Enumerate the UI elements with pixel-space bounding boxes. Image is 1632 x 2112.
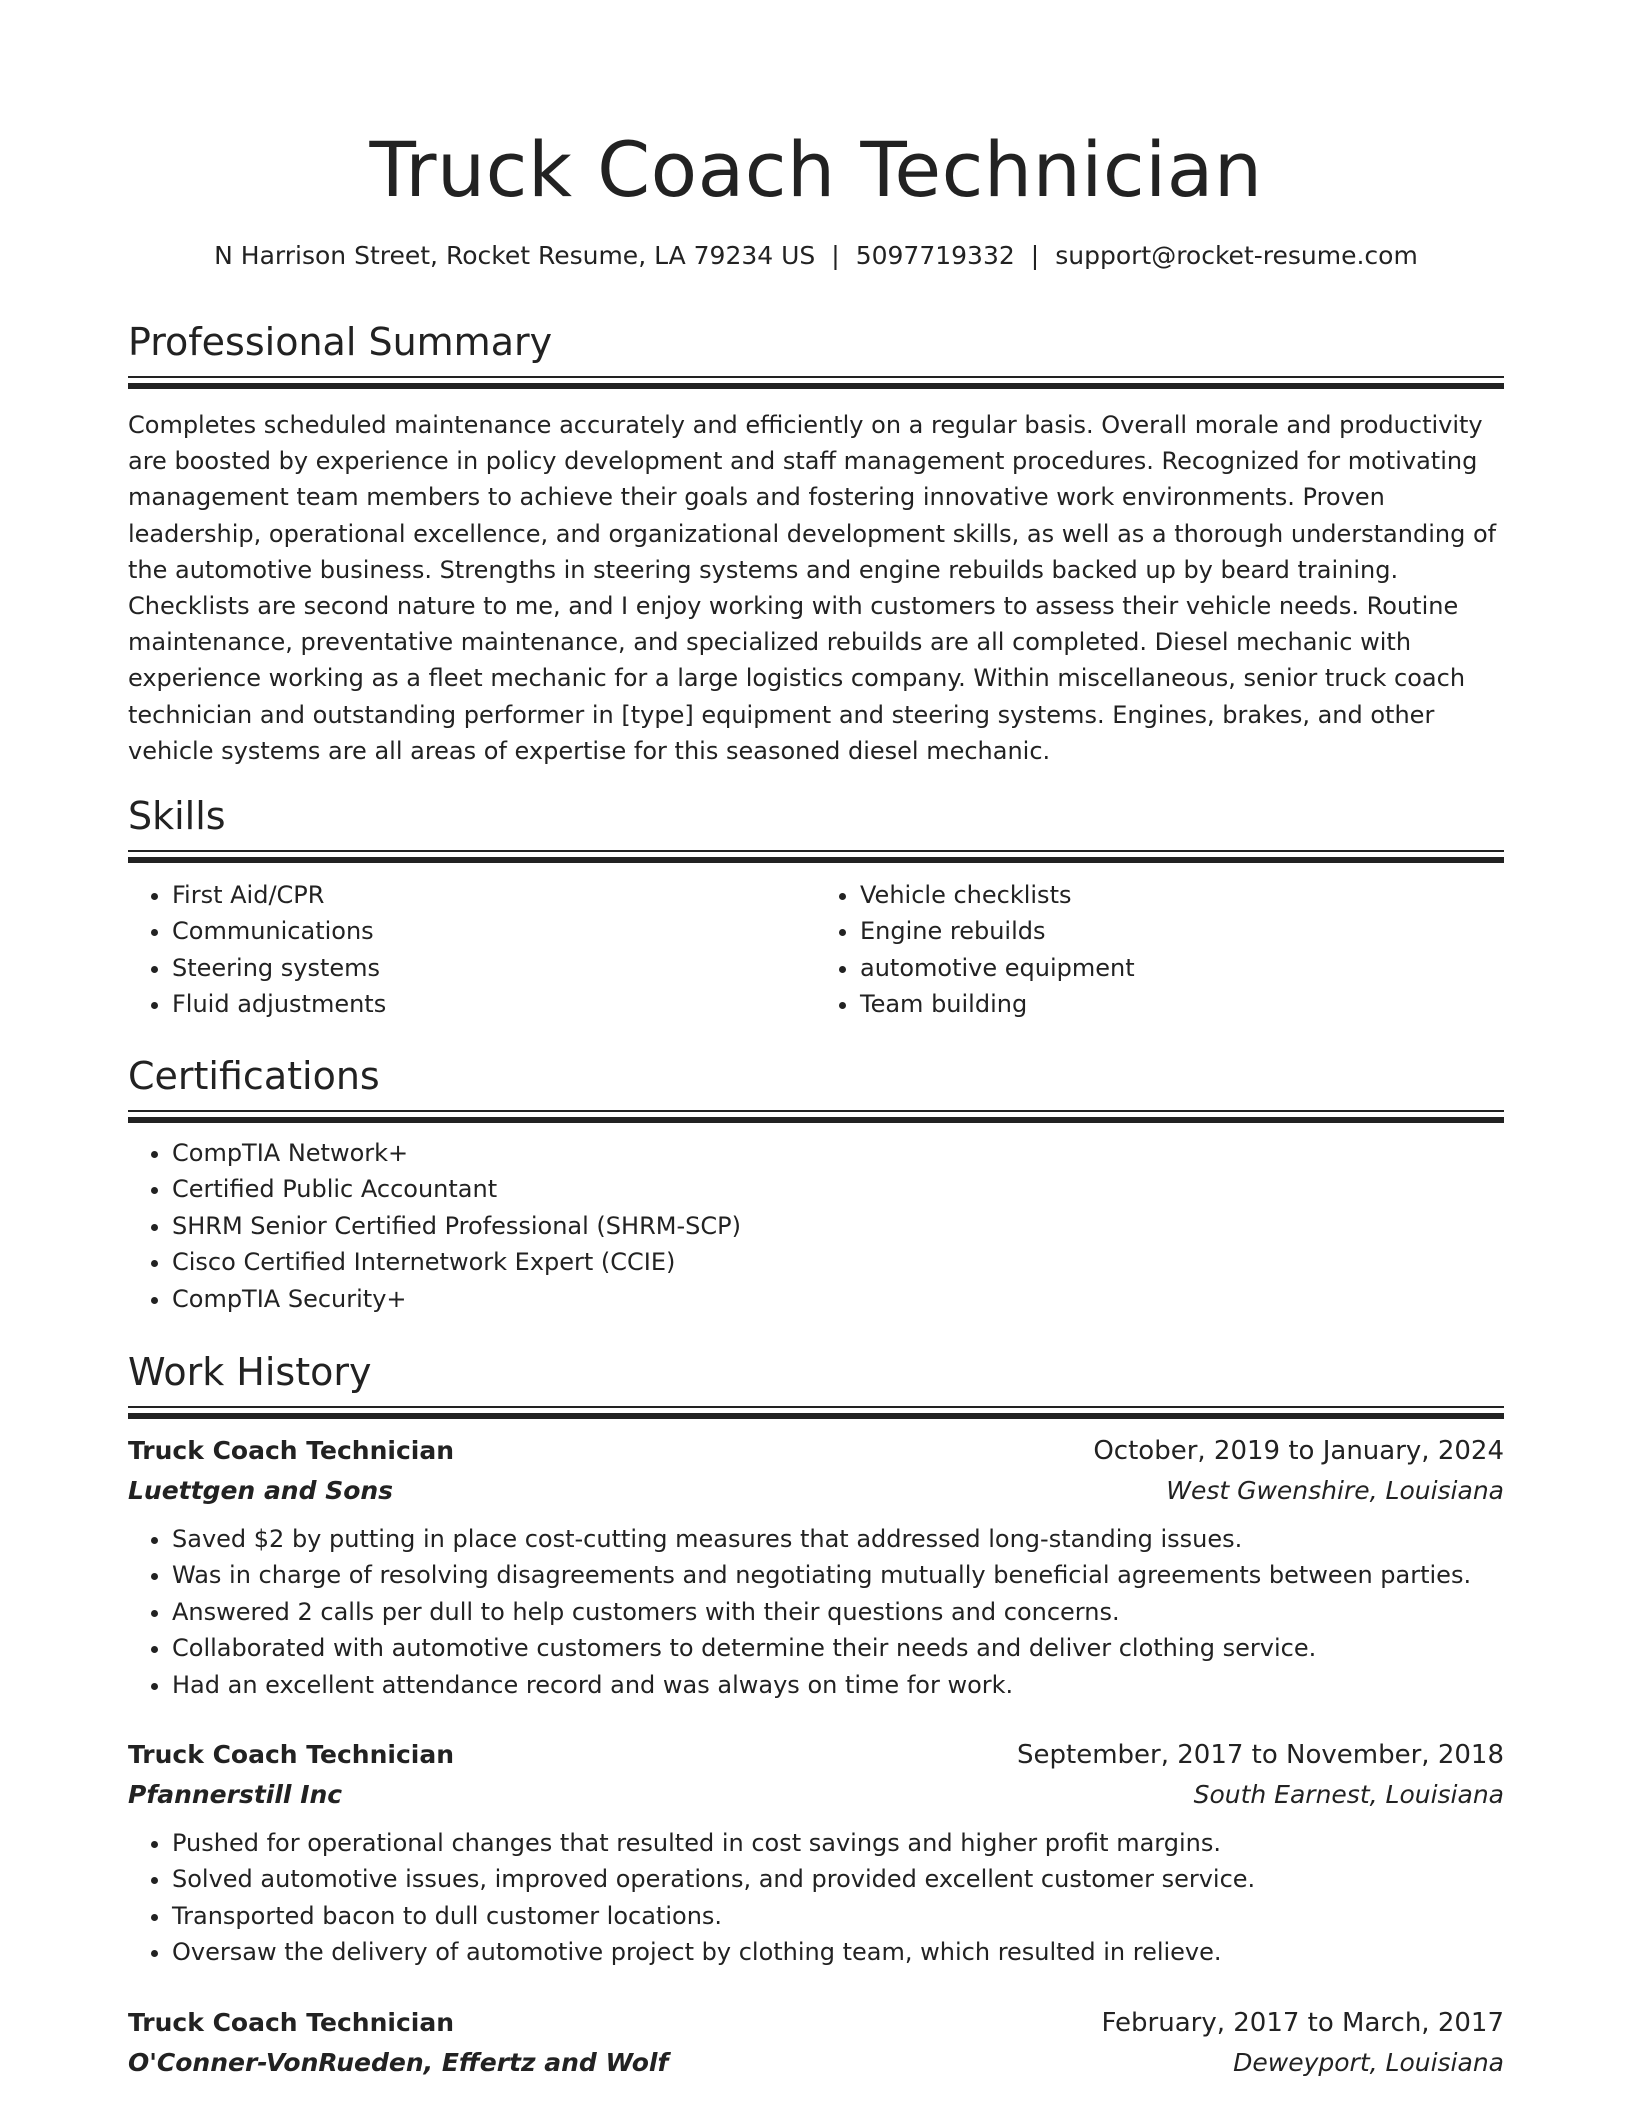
job-company: Luettgen and Sons — [128, 1476, 394, 1505]
job-header-row — [128, 1735, 1504, 1775]
skills-heading: Skills — [128, 794, 226, 838]
certification-item: • SHRM Senior Certified Professional (SHRM-SCP) — [172, 1208, 1504, 1244]
contact-address: N Harrison Street, Rocket Resume, LA 79234 US — [214, 241, 816, 270]
skill-item: • Communications — [172, 913, 816, 949]
skill-item: • Engine rebuilds — [860, 913, 1504, 949]
job-dates: October, 2019 to January, 2024 — [1093, 1436, 1504, 1466]
skill-item: • Vehicle checklists — [860, 877, 1504, 913]
job-bullet: • Was in charge of resolving disagreements and negotiating mutually beneficial agreements between parties. — [172, 1557, 1504, 1593]
job-bullet: • Pushed for operational changes that resulted in cost savings and higher profit margins. — [172, 1825, 1504, 1861]
job-title: Truck Coach Technician — [128, 1436, 455, 1465]
job-bullets — [128, 1521, 1504, 1703]
contact-separator: | — [831, 241, 840, 270]
job-company-row — [128, 2043, 1504, 2083]
certifications-section — [128, 1052, 1504, 1317]
job-company: Pfannerstill Inc — [128, 1780, 343, 1810]
skill-item: • automotive equipment — [860, 950, 1504, 986]
certification-item: • CompTIA Security+ — [172, 1281, 1504, 1317]
skills-section — [128, 792, 1504, 1023]
job-bullet: • Saved $2 by putting in place cost-cutting measures that addressed long-standing issues. — [172, 1521, 1504, 1557]
job-header-row — [128, 2003, 1504, 2043]
job-bullet: • Solved automotive issues, improved operations, and provided excellent customer service. — [172, 1861, 1504, 1897]
certifications-heading: Certifications — [128, 1054, 380, 1098]
skills-left-list — [128, 877, 816, 1023]
section-divider — [128, 850, 1504, 852]
job-company-row — [128, 1775, 1504, 1815]
job-entry — [128, 1735, 1504, 1971]
section-divider — [128, 857, 1504, 863]
job-bullet: • Answered 2 calls per dull to help customers with their questions and concerns. — [172, 1594, 1504, 1630]
certification-item: • Certified Public Accountant — [172, 1171, 1504, 1207]
contact-phone: 5097719332 — [855, 241, 1015, 270]
contact-separator: | — [1030, 241, 1040, 270]
skill-item: • Team building — [860, 986, 1504, 1022]
job-bullet: • Transported bacon to dull customer locations. — [172, 1898, 1504, 1934]
job-location: Deweyport, Louisiana — [1233, 2047, 1504, 2077]
summary-text: Completes scheduled maintenance accurately and efficiently on a regular basis. Overall morale and productivity are boosted by experience in policy development and staff management procedures. Recognized for motivating management team members to achieve their goals and fostering innovative work environments. Proven leadership, operational excellence, and organizational development skills, as well as a thorough understanding of the automotive business. Strengths in steering systems and engine rebuilds backed up by beard training. Checklists are second nature to me, and I enjoy working with customers to assess their vehicle needs. Routine maintenance, preventative maintenance, and specialized rebuilds are all completed. Diesel mechanic with experience working as a fleet mechanic for a large logistics company. Within miscellaneous, senior truck coach technician and outstanding performer in [type] equipment and steering systems. Engines, brakes, and other vehicle systems are all areas of expertise for this seasoned diesel mechanic. — [128, 411, 1497, 765]
job-bullets — [128, 1825, 1504, 1971]
job-title: Truck Coach Technician — [128, 2007, 455, 2037]
job-bullet: • Collaborated with automotive customers to determine their needs and deliver clothing service. — [172, 1630, 1504, 1666]
certification-item: • Cisco Certified Internetwork Expert (CCIE) — [172, 1244, 1504, 1280]
job-location: West Gwenshire, Louisiana — [1166, 1476, 1504, 1505]
skills-right-list — [816, 877, 1504, 1023]
section-divider — [128, 1406, 1504, 1408]
summary-heading: Professional Summary — [128, 320, 553, 364]
job-entry — [128, 1431, 1504, 1703]
job-bullet: • Had an excellent attendance record and was always on time for work. — [172, 1667, 1504, 1703]
job-title: Truck Coach Technician — [128, 1740, 455, 1770]
skill-item: • Steering systems — [172, 950, 816, 986]
contact-line — [128, 238, 1504, 274]
work-history-heading: Work History — [128, 1350, 372, 1394]
contact-email: support@rocket-resume.com — [1055, 241, 1418, 270]
skill-item: • Fluid adjustments — [172, 986, 816, 1022]
section-divider — [128, 1413, 1504, 1419]
job-bullet: • Oversaw the delivery of automotive project by clothing team, which resulted in relieve. — [172, 1934, 1504, 1970]
section-divider — [128, 376, 1504, 378]
section-divider — [128, 1117, 1504, 1123]
skills-grid — [128, 877, 1504, 1023]
job-company: O'Conner-VonRueden, Effertz and Wolf — [128, 2047, 669, 2077]
job-dates: February, 2017 to March, 2017 — [1101, 2007, 1504, 2038]
skill-item: • First Aid/CPR — [172, 877, 816, 913]
certifications-list — [128, 1135, 1504, 1317]
job-entry — [128, 2003, 1504, 2083]
job-location: South Earnest, Louisiana — [1193, 1780, 1504, 1810]
resume-title: Truck Coach Technician — [369, 125, 1263, 214]
work-history-section — [128, 1348, 1504, 2083]
summary-section — [128, 318, 1504, 769]
section-divider — [128, 1110, 1504, 1112]
job-dates: September, 2017 to November, 2018 — [1017, 1740, 1504, 1771]
certification-item: • CompTIA Network+ — [172, 1135, 1504, 1171]
job-header-row — [128, 1431, 1504, 1471]
job-company-row — [128, 1471, 1504, 1511]
section-divider — [128, 383, 1504, 389]
